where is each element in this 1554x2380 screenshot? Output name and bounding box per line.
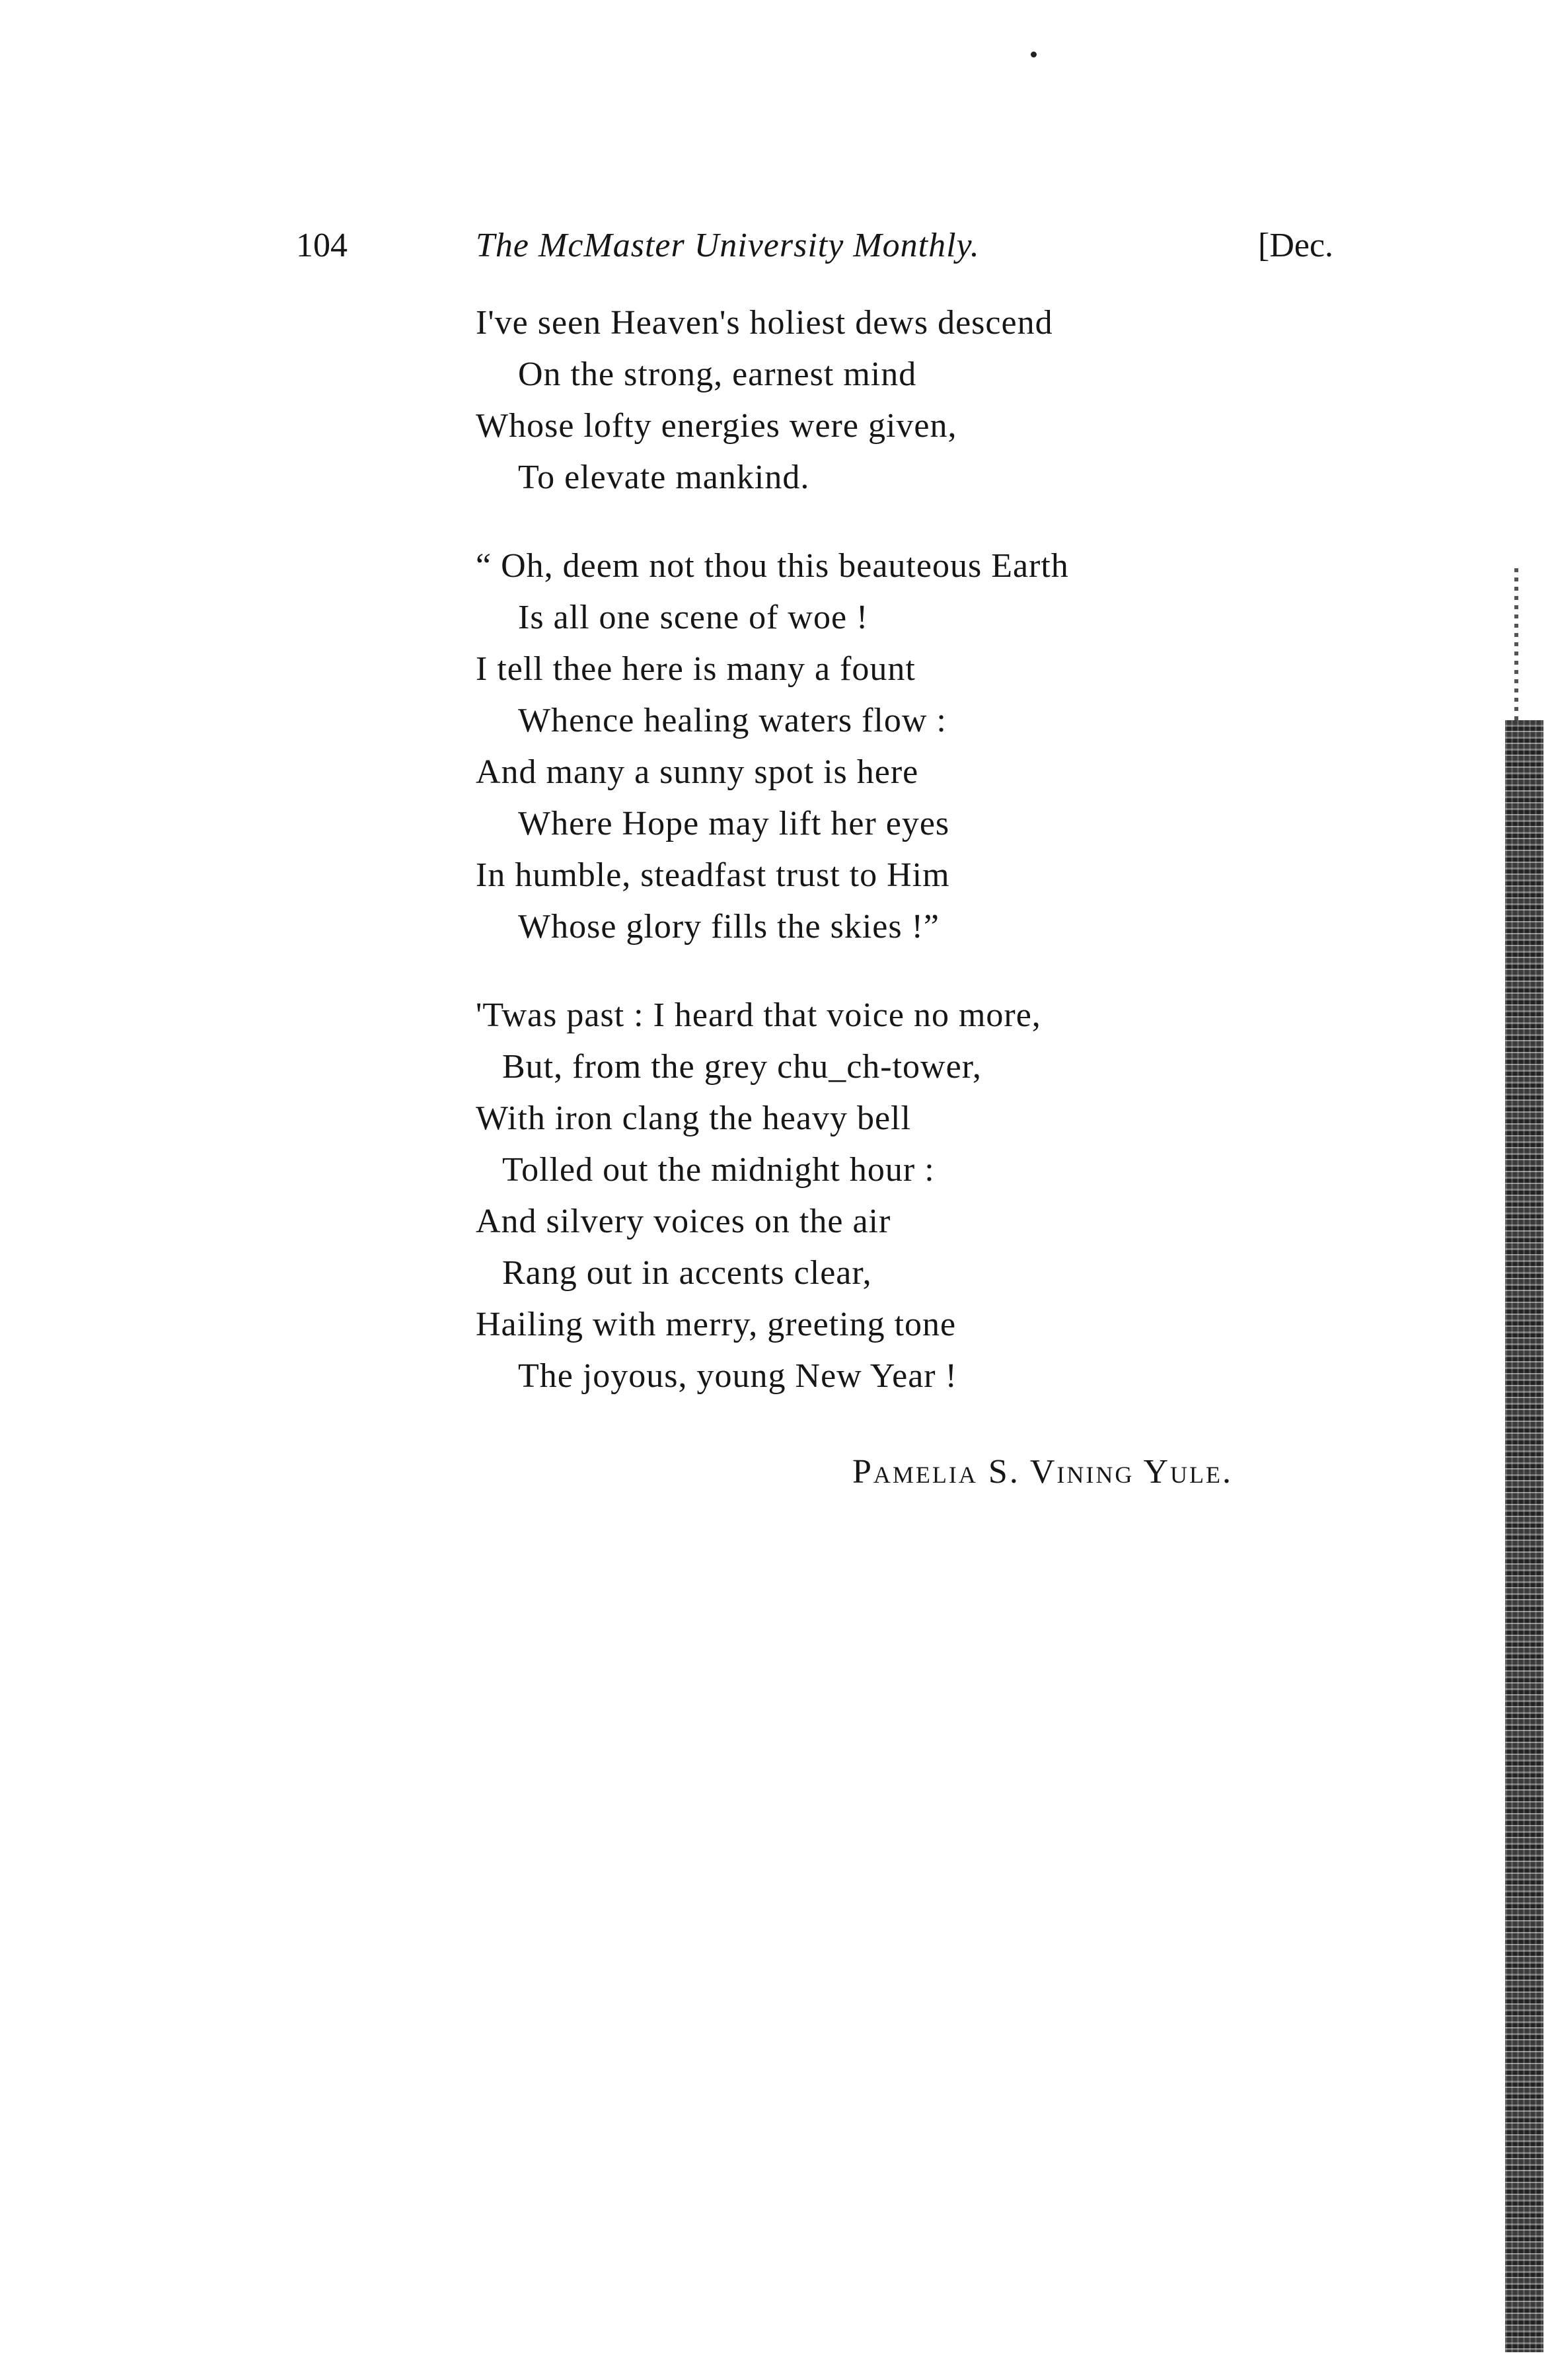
poem-line: I've seen Heaven's holiest dews descend [476,304,1053,342]
poem-line: With iron clang the heavy bell [476,1099,911,1137]
poem-line: Hailing with merry, greeting tone [476,1306,957,1343]
issue-month: [Dec. [1258,227,1334,264]
author-signature: Pamelia S. Vining Yule. [852,1453,1233,1491]
poem-line: Rang out in accents clear, [502,1254,872,1292]
poem-line: But, from the grey chu_ch-tower, [502,1048,982,1086]
poem [476,297,1335,1439]
binding-edge-shadow [1505,720,1543,2352]
poem-line: The joyous, young New Year ! [518,1357,957,1395]
stanza-2 [476,540,1335,953]
poem-line: Is all one scene of woe ! [518,599,869,636]
running-header [0,219,1554,272]
poem-line: Whose lofty energies were given, [476,407,957,445]
page-number: 104 [296,227,348,264]
poem-line: And silvery voices on the air [476,1203,891,1240]
poem-line: On the strong, earnest mind [518,355,917,393]
poem-line: Whence healing waters flow : [518,702,947,739]
poem-line: In humble, steadfast trust to Him [476,856,950,894]
poem-line: Tolled out the midnight hour : [502,1151,935,1189]
poem-line: “ Oh, deem not thou this beauteous Earth [476,547,1069,585]
ink-speck [1031,52,1037,57]
poem-line: To elevate mankind. [518,459,810,496]
poem-line: Where Hope may lift her eyes [518,805,950,842]
poem-line: And many a sunny spot is here [476,753,919,791]
poem-line: Whose glory fills the skies !” [518,908,940,946]
stanza-1 [476,297,1335,503]
poem-line: I tell thee here is many a fount [476,650,916,688]
stanza-3 [476,990,1335,1402]
binding-edge-faint [1514,568,1518,727]
journal-title: The McMaster University Monthly. [476,227,980,264]
poem-line: 'Twas past : I heard that voice no more, [476,996,1041,1034]
